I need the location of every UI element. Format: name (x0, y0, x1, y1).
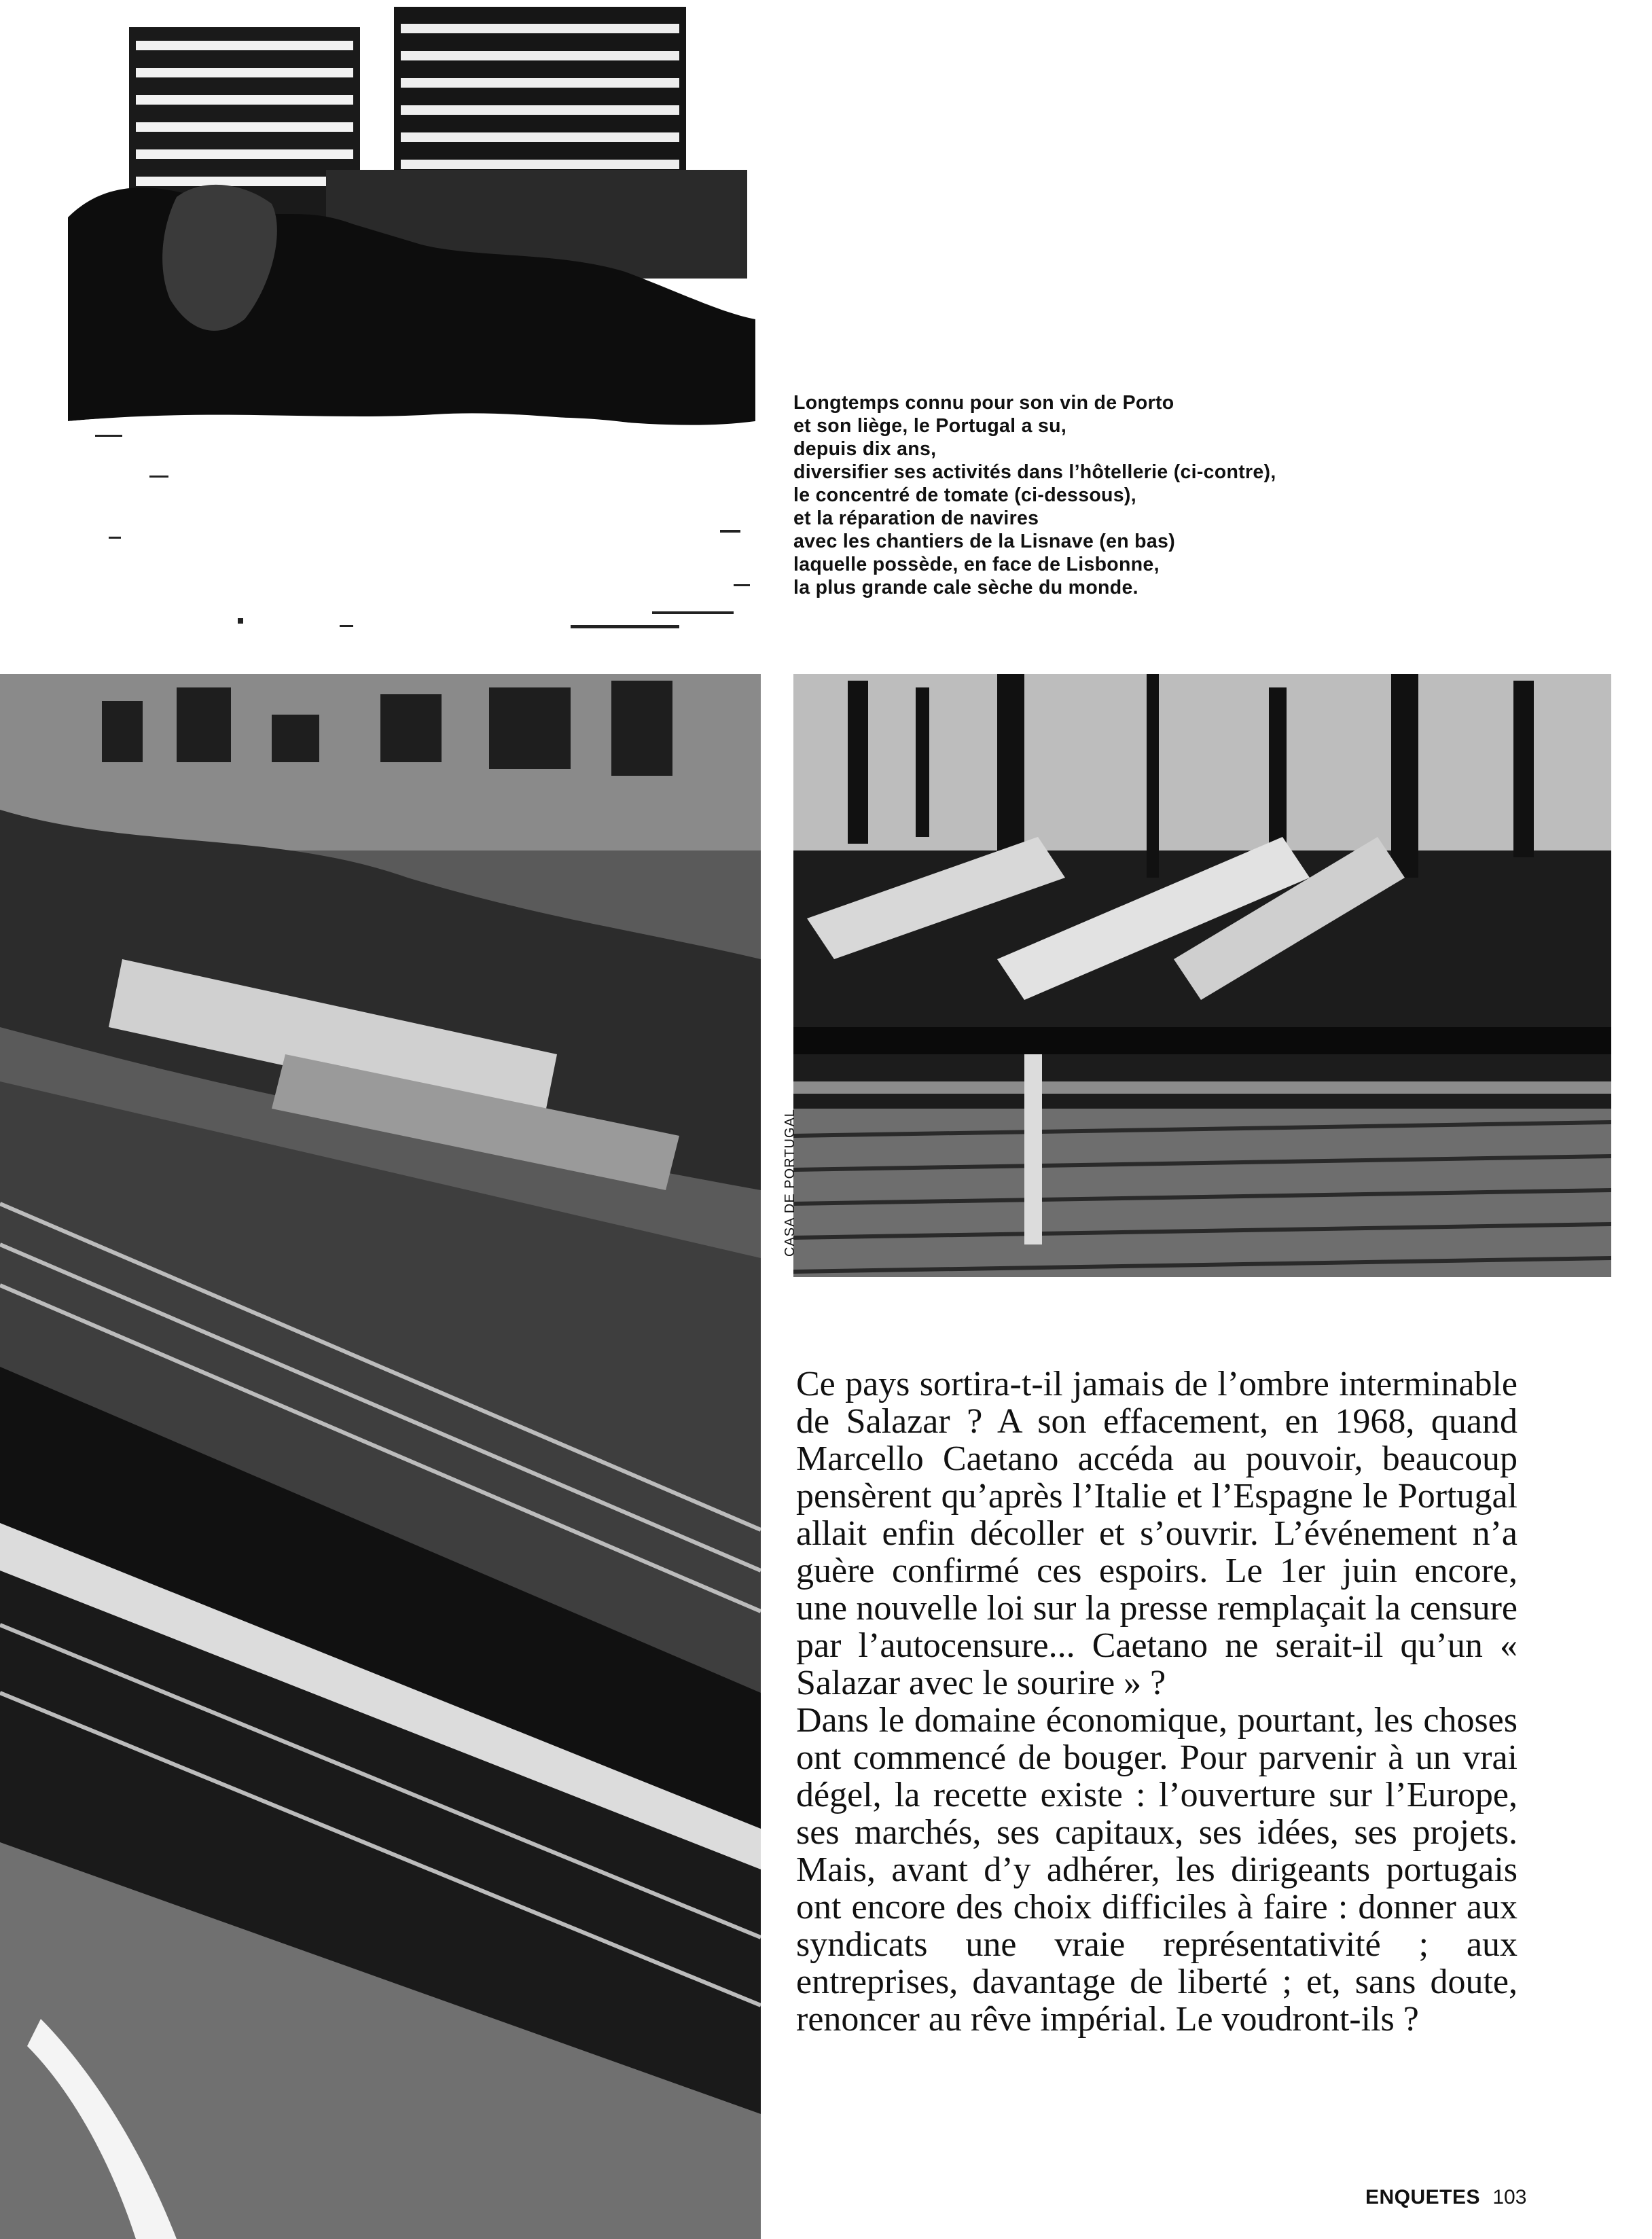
caption-line: le concentré de tomate (ci-dessous), (793, 484, 1136, 506)
magazine-name: ENQUETES (1365, 2186, 1481, 2208)
page-number: 103 (1492, 2186, 1527, 2208)
article-paragraph: Dans le domaine économique, pourtant, les choses ont commencé de bouger. Pour parvenir à un vrai dégel, la recette existe : l’ouverture sur l’Europe, ses marchés, ses capitaux, ses idées, ses projets. Mais, avant d’y adhérer, les dirigeants portugais ont encore des choix difficiles à faire : donner aux syndicats une vraie représentativité ; aux entreprises, davantage de liberté ; et, sans doute, renoncer au rêve impérial. Le voudront-ils ? (796, 1701, 1518, 2039)
caption-line: et la réparation de navires (793, 507, 1039, 529)
tomato-plant-photo (793, 674, 1611, 1277)
hotel-coast-photo (68, 0, 755, 641)
caption-line: avec les chantiers de la Lisnave (en bas) (793, 531, 1175, 552)
caption-line: laquelle possède, en face de Lisbonne, (793, 554, 1160, 575)
photo-caption (793, 391, 1541, 599)
caption-line: depuis dix ans, (793, 438, 937, 460)
photo-credit: CASA DE PORTUGAL (783, 1109, 797, 1257)
caption-line: Longtemps connu pour son vin de Porto (793, 392, 1174, 414)
caption-line: la plus grande cale sèche du monde. (793, 577, 1138, 598)
article-paragraph: Ce pays sortira-t-il jamais de l’ombre interminable de Salazar ? A son effacement, en 1968, quand Marcello Caetano accéda au pouvoir, beaucoup pensèrent qu’après l’Italie et l’Espagne le Portugal allait enfin décoller et s’ouvrir. L’événement n’a guère confirmé ces espoirs. Le 1er juin encore, une nouvelle loi sur la presse remplaçait la censure par l’autocensure... Caetano ne serait-il qu’un « Salazar avec le sourire » ? (796, 1365, 1518, 1702)
caption-line: diversifier ses activités dans l’hôtellerie (ci-contre), (793, 461, 1276, 483)
page-footer (1365, 2186, 1526, 2209)
shipyard-photo (0, 674, 761, 2239)
caption-line: et son liège, le Portugal a su, (793, 415, 1067, 437)
article-body (796, 1365, 1518, 2038)
